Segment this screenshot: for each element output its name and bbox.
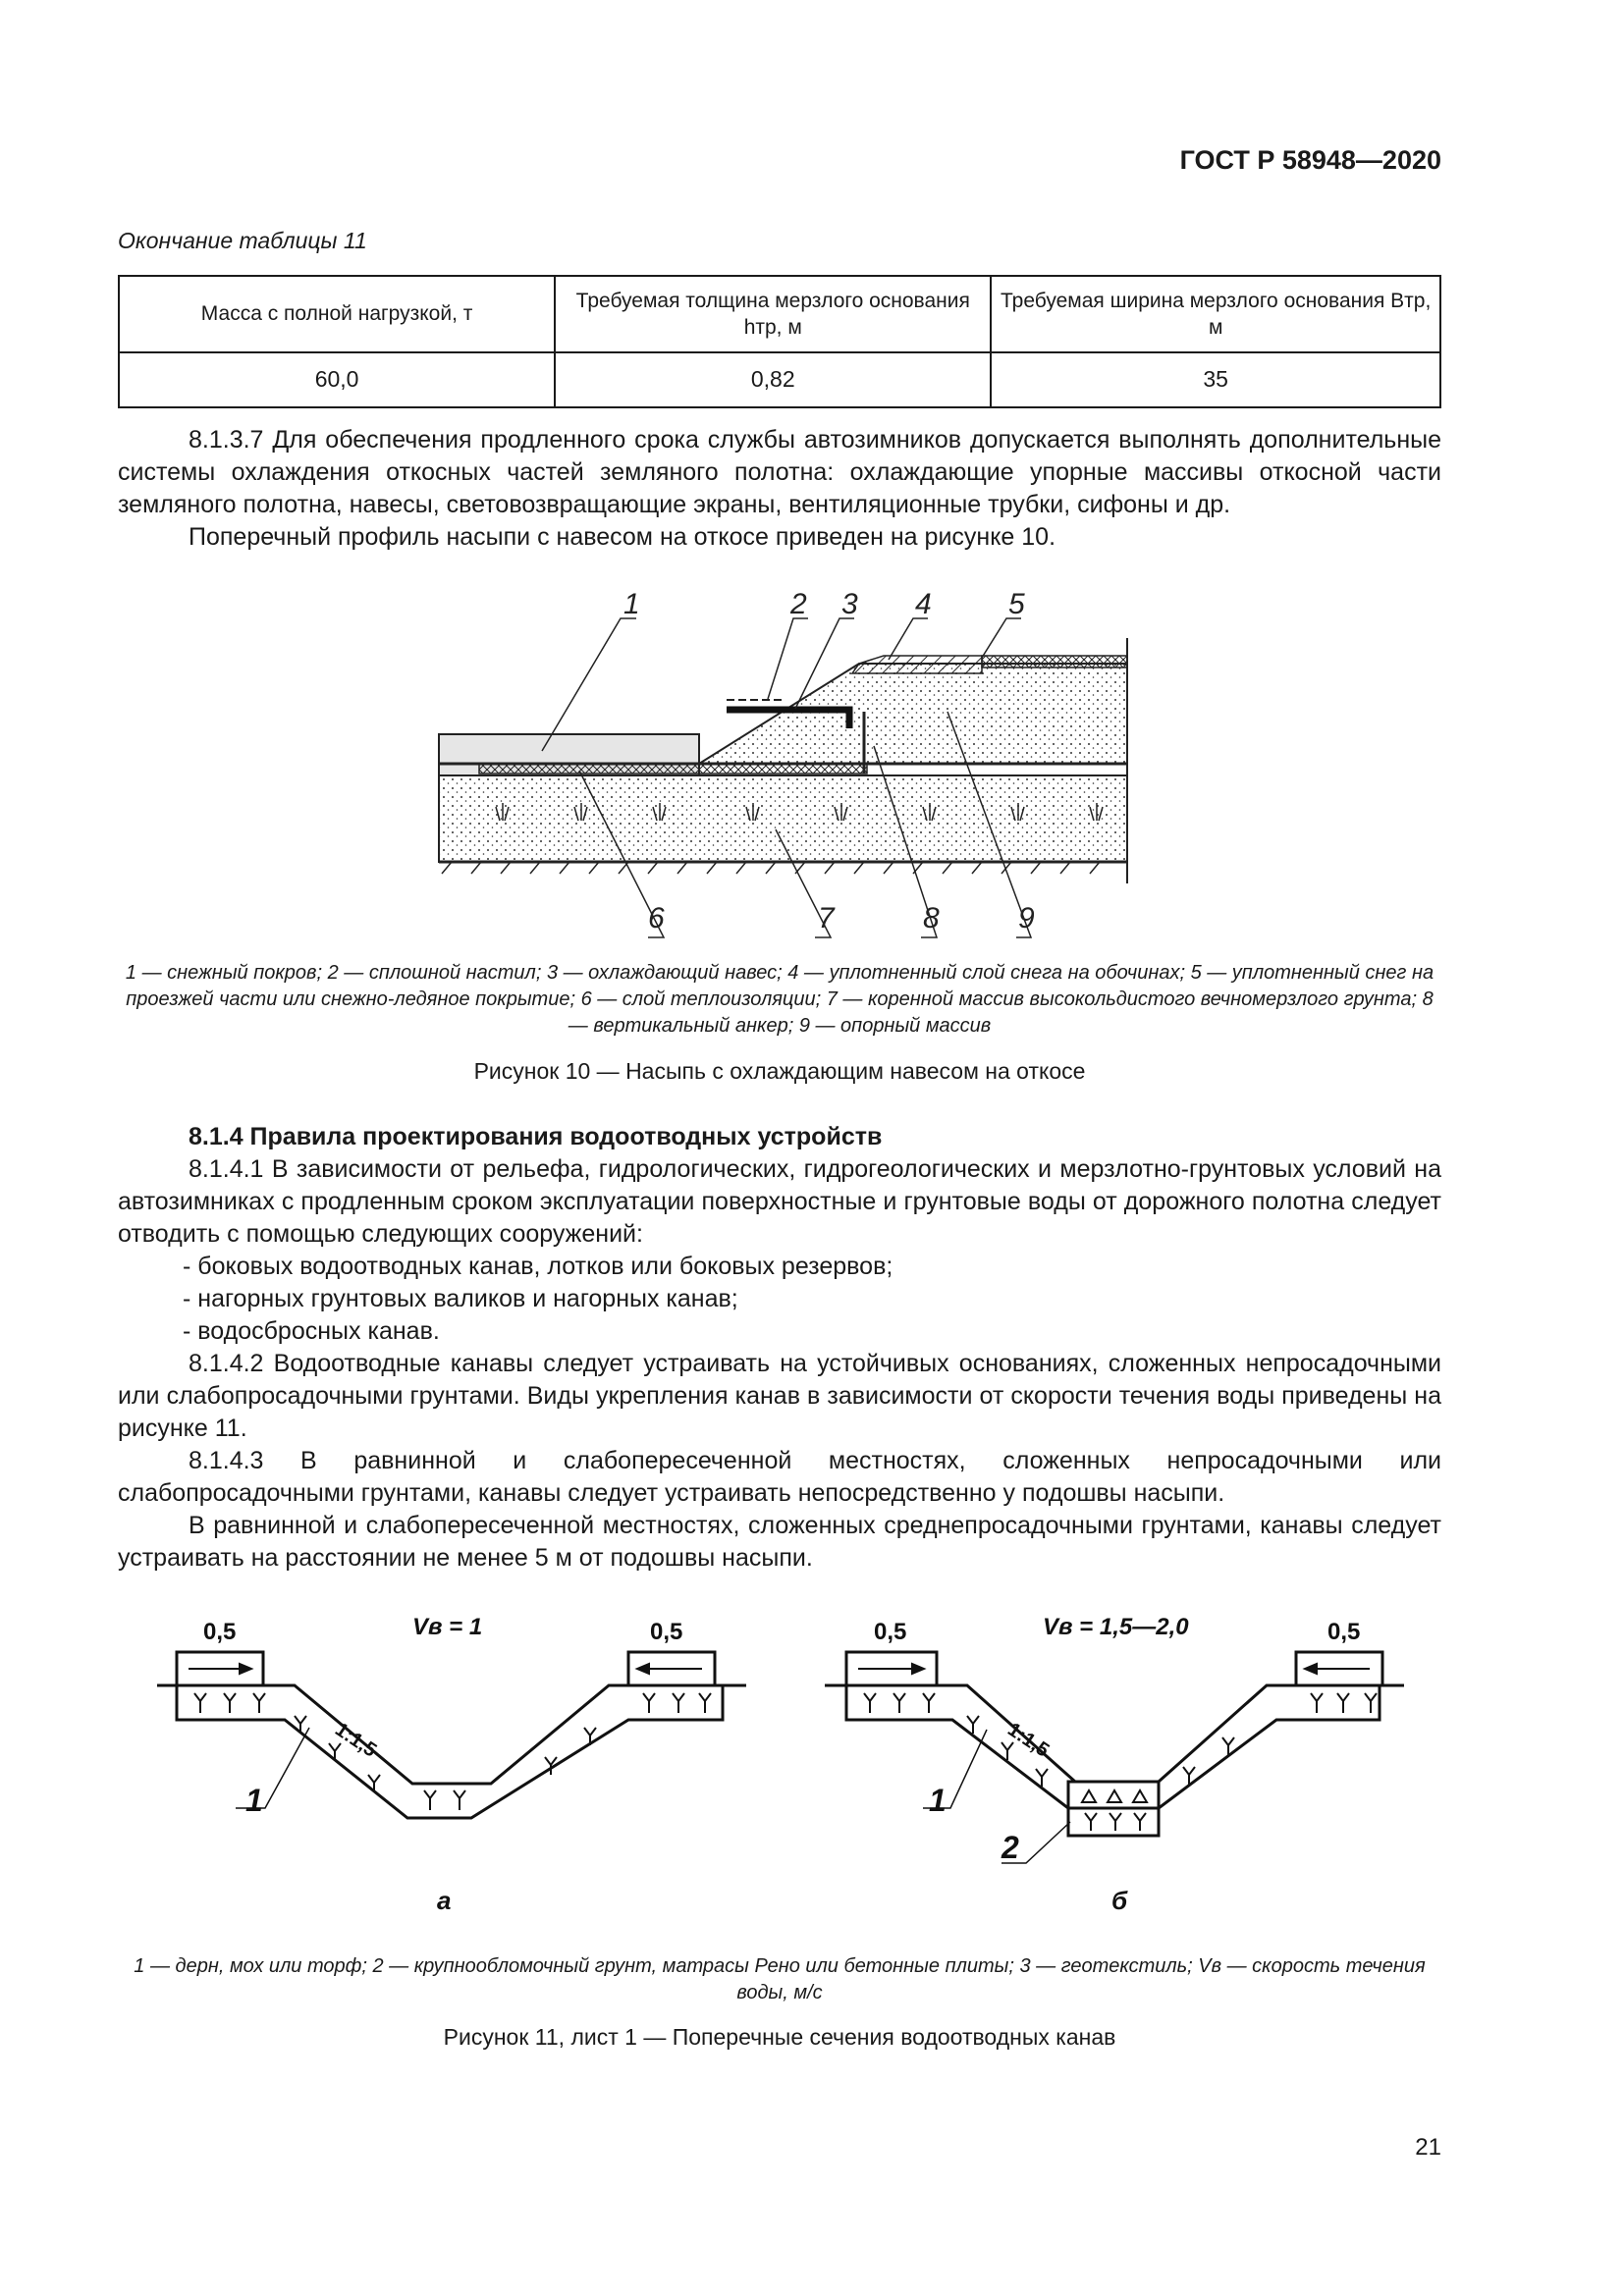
fig11a-slope: 1:1,5 (331, 1718, 381, 1762)
fig11a-velocity: Vв = 1 (412, 1614, 483, 1640)
fig11b-velocity: Vв = 1,5—2,0 (1043, 1614, 1189, 1640)
cell-width: 35 (991, 352, 1440, 407)
page-number: 21 (1415, 2134, 1441, 2161)
figure-10-legend: 1 — снежный покров; 2 — сплошной настил; 3 — охлаждающий навес; 4 — уплотненный слой снега на обочинах; 5 — уплотненный снег на проезжей части или снежно-ледяное покрытие; 6 — слой теплоизоляции; 7 — коренной массив высокольдистого вечномерзлого грунта; 8 — вертикальный анкер; 9 — опорный массив (125, 962, 1435, 1037)
fig11b-width-right: 0,5 (1327, 1619, 1361, 1645)
fig11a-width-left: 0,5 (203, 1619, 237, 1645)
paragraph-8-1-4-2: 8.1.4.2 Водоотводные канавы следует устраивать на устойчивых основаниях, сложенных непросадочными или слабопросадочными грунтами. Виды укрепления канав в зависимости от скорости течения воды приведены на рисунке 11. (118, 1350, 1441, 1442)
fig11b-label-2: 2 (1001, 1830, 1019, 1865)
list-item: - нагорных грунтовых валиков и нагорных канав; (183, 1285, 738, 1312)
paragraph-8-1-4-3-b: В равнинной и слабопересеченной местностях, сложенных среднепросадочными грунтами, канавы следует устраивать на расстоянии не менее 5 м от подошвы насыпи. (118, 1512, 1441, 1572)
table-caption: Окончание таблицы 11 (118, 228, 367, 253)
fig10-label-8: 8 (923, 902, 940, 934)
col-header-mass: Масса с полной нагрузкой, т (119, 276, 555, 352)
cell-thickness: 0,82 (555, 352, 991, 407)
fig10-label-1: 1 (623, 588, 640, 620)
col-header-thickness: Требуемая толщина мерзлого основания hтр, м (555, 276, 991, 352)
fig11b-subcaption: б (1111, 1886, 1128, 1915)
fig10-label-7: 7 (818, 902, 835, 934)
section-8-1-4-title: 8.1.4 Правила проектирования водоотводных устройств (189, 1123, 883, 1150)
fig11a-subcaption: а (437, 1886, 452, 1915)
paragraph-8-1-3-7: 8.1.3.7 Для обеспечения продленного срока службы автозимников допускается выполнять дополнительные системы охлаждения откосных частей земляного полотна: охлаждающие упорные массивы откосной части земляного полотна, навесы, световозвращающие экраны, вентиляционные трубки, сифоны и др. (118, 426, 1441, 518)
fig11b-slope: 1:1,5 (1003, 1718, 1054, 1762)
fig10-label-5: 5 (1008, 588, 1025, 620)
fig11b-label-1: 1 (929, 1783, 947, 1818)
col-header-width: Требуемая ширина мерзлого основания Bтр, м (991, 276, 1440, 352)
paragraph-8-1-4-1: 8.1.4.1 В зависимости от рельефа, гидрологических, гидрогеологических и мерзлотно-грунтовых условий на автозимниках с продленным сроком эксплуатации поверхностные и грунтовые воды от дорожного полотна следует отводить с помощью следующих сооружений: (118, 1155, 1441, 1248)
turf-marks (194, 1693, 1377, 1831)
cell-mass: 60,0 (119, 352, 555, 407)
fig10-label-4: 4 (915, 588, 932, 620)
ditch-b (825, 1652, 1404, 1836)
fig10-label-3: 3 (841, 588, 858, 620)
fig10-label-9: 9 (1018, 902, 1035, 934)
list-item: - боковых водоотводных канав, лотков или боковых резервов; (183, 1253, 893, 1280)
standard-number: ГОСТ Р 58948—2020 (1179, 145, 1441, 175)
paragraph-8-1-4-3: 8.1.4.3 В равнинной и слабопересеченной местностях, сложенных непросадочными или слабопросадочными грунтами, канавы следует устраивать непосредственно у подошвы насыпи. (118, 1447, 1441, 1507)
fig10-label-2: 2 (790, 588, 807, 620)
fig11a-label-1: 1 (245, 1783, 263, 1818)
paragraph-profile-ref: Поперечный профиль насыпи с навесом на откосе приведен на рисунке 10. (189, 523, 1056, 551)
fig11b-width-left: 0,5 (874, 1619, 907, 1645)
fig10-label-6: 6 (648, 902, 665, 934)
flow-arrows (189, 1664, 1370, 1674)
figure-11-legend: 1 — дерн, мох или торф; 2 — крупнообломочный грунт, матрасы Рено или бетонные плиты; 3 — геотекстиль; Vв — скорость течения воды, м/с (134, 1955, 1426, 2003)
figure-11-caption: Рисунок 11, лист 1 — Поперечные сечения водоотводных канав (443, 2024, 1116, 2050)
list-item: - водосбросных канав. (183, 1317, 440, 1345)
fig11a-width-right: 0,5 (650, 1619, 683, 1645)
figure-10-caption: Рисунок 10 — Насыпь с охлаждающим навесом на откосе (473, 1058, 1086, 1084)
